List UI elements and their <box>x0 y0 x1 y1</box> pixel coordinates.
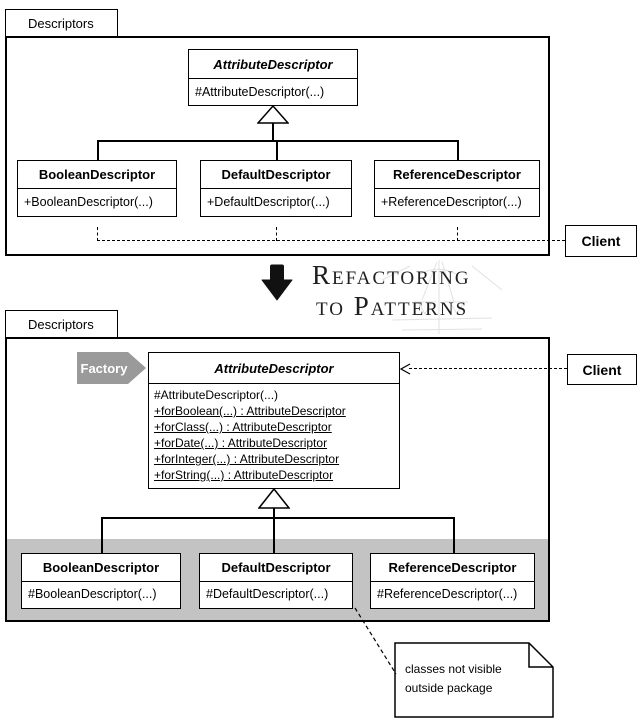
bottom-client-box <box>567 354 637 385</box>
connector-line <box>101 517 454 519</box>
logo-line-2: to Patterns <box>316 291 469 321</box>
class-name: ReferenceDescriptor <box>375 161 539 189</box>
class-name: DefaultDescriptor <box>200 554 352 582</box>
bottom-class-booleandescriptor <box>21 553 181 609</box>
top-package-label: Descriptors <box>28 15 94 31</box>
uml-note <box>394 642 554 718</box>
top-client-label: Client <box>581 233 621 249</box>
connector-line <box>272 123 274 141</box>
note-line-1: classes not visible <box>405 662 502 676</box>
dependency-line <box>457 227 458 241</box>
class-member: +ReferenceDescriptor(...) <box>381 194 522 209</box>
class-name: DefaultDescriptor <box>201 161 351 189</box>
method-forinteger: +forInteger(...) : AttributeDescriptor <box>154 452 340 466</box>
top-generalization-triangle-icon <box>257 105 289 124</box>
class-name: ReferenceDescriptor <box>371 554 534 582</box>
bottom-generalization-triangle-icon <box>258 488 290 509</box>
bottom-class-attributedescriptor-name: AttributeDescriptor <box>149 353 399 384</box>
connector-line <box>97 140 99 160</box>
class-member: +BooleanDescriptor(...) <box>24 194 153 209</box>
class-member: #BooleanDescriptor(...) <box>28 587 157 601</box>
class-member: #DefaultDescriptor(...) <box>206 587 329 601</box>
method-constructor: #AttributeDescriptor(...) <box>154 388 279 402</box>
bottom-class-defaultdescriptor <box>199 553 353 609</box>
method-forstring: +forString(...) : AttributeDescriptor <box>154 468 334 482</box>
connector-line <box>457 140 459 160</box>
bottom-class-attributedescriptor <box>148 352 400 489</box>
note-anchor-line <box>350 604 402 678</box>
bottom-package-tab <box>5 310 118 338</box>
connector-line <box>273 517 275 554</box>
refactoring-to-patterns-logo <box>302 260 512 336</box>
bottom-class-referencedescriptor <box>370 553 535 609</box>
top-class-defaultdescriptor <box>200 160 352 217</box>
connector-line <box>97 140 458 142</box>
class-member: +DefaultDescriptor(...) <box>207 194 330 209</box>
method-fordate: +forDate(...) : AttributeDescriptor <box>154 436 328 450</box>
top-class-booleandescriptor <box>17 160 177 217</box>
logo-line-1: Refactoring <box>312 260 471 290</box>
method-forboolean: +forBoolean(...) : AttributeDescriptor <box>154 404 346 418</box>
dependency-arrowhead-icon <box>400 363 411 375</box>
class-member: #ReferenceDescriptor(...) <box>377 587 518 601</box>
method-forclass: +forClass(...) : AttributeDescriptor <box>154 420 332 434</box>
dependency-line <box>276 227 277 241</box>
transform-down-arrow-icon <box>259 263 295 303</box>
note-line-2: outside package <box>405 681 493 695</box>
connector-line <box>276 140 278 160</box>
top-class-attributedescriptor <box>188 49 358 106</box>
bottom-package-label: Descriptors <box>28 316 94 332</box>
top-class-attributedescriptor-name: AttributeDescriptor <box>189 50 357 79</box>
top-class-attributedescriptor-member: #AttributeDescriptor(...) <box>195 84 325 99</box>
factory-badge-label: Factory <box>80 360 128 376</box>
dependency-line <box>97 240 565 241</box>
dependency-line <box>97 227 98 241</box>
factory-badge <box>77 352 147 384</box>
top-client-box <box>565 225 637 257</box>
bottom-client-label: Client <box>582 361 622 378</box>
top-class-referencedescriptor <box>374 160 540 217</box>
dependency-line <box>409 368 567 369</box>
class-name: BooleanDescriptor <box>22 554 180 582</box>
top-package-tab <box>5 9 118 37</box>
connector-line <box>101 517 103 554</box>
connector-line <box>453 517 455 554</box>
class-name: BooleanDescriptor <box>18 161 176 189</box>
